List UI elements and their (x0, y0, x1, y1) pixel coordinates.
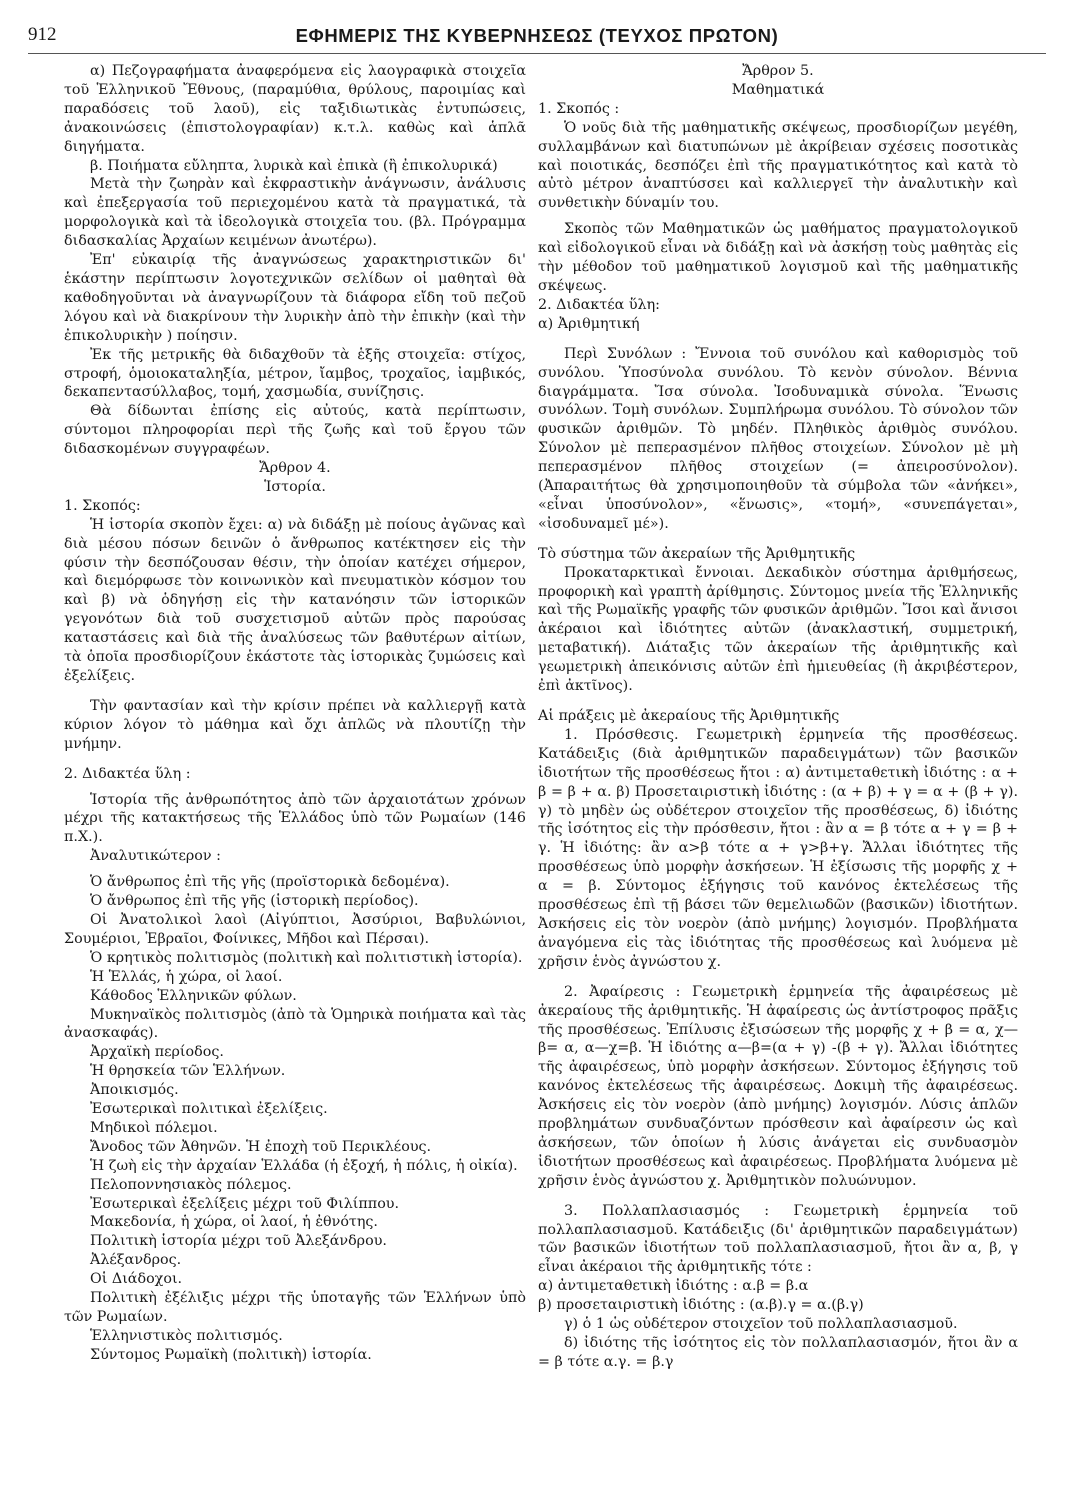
header-rule (28, 53, 1046, 54)
paragraph: 2. Ἀφαίρεσις : Γεωμετρικὴ ἑρμηνεία τῆς ἀφαιρέσεως μὲ ἀκεραίους τῆς ἀριθμητικῆς. Ἡ ἀφαίρεσις ὡς ἀντίστροφος πρᾶξις τῆς προσθέσεως. Ἐπίλυσις ἐξισώσεων τῆς μορφῆς χ + β = α, χ—β= α, α—χ=β. Ἡ ἰδιότης α—β=(α + γ) -(β + γ). Ἄλλαι ἰδιότητες τῆς ἀφαιρέσεως, ὑπὸ μορφὴν ἀσκήσεων. Σύντομος ἐξήγησις τοῦ κανόνος ἐκτελέσεως τῆς ἀφαιρέσεως. Δοκιμὴ τῆς ἀφαιρέσεως. Ἀσκήσεις εἰς τὸν νοερὸν (ἀπὸ μνήμης) λογισμόν. Λύσις ἁπλῶν προβλημάτων συνδυαζόντων πρόσθεσιν καὶ ἀφαίρεσιν ὡς καὶ ἀσκήσεων, τῶν ὁποίων ἡ λύσις ἀνάγεται εἰς συνδυασμὸν ἰδιοτήτων προσθέσεως καὶ ἀφαιρέσεως. Προβλήματα λυόμενα μὲ χρῆσιν ἑνὸς ἀγνώστου χ. Ἀριθμητικὸν πολυώνυμον. (538, 983, 1018, 1189)
section-heading: 1. Σκοπός: (64, 497, 141, 514)
list-heading: Ἀναλυτικώτερον : (90, 848, 221, 865)
list-item: Μυκηναϊκὸς πολιτισμὸς (ἀπὸ τὰ Ὁμηρικὰ ποιήματα καὶ τὰς ἀνασκαφάς). (64, 1006, 526, 1042)
article-heading: Ἄρθρον 4. (259, 460, 331, 477)
list-item: Ἐσωτερικαὶ πολιτικαὶ ἐξελίξεις. (90, 1101, 328, 1118)
section-heading: 1. Σκοπός : (538, 100, 620, 117)
list-item: α) ἀντιμεταθετικὴ ἰδιότης : α.β = β.α (538, 1278, 809, 1295)
subsection-heading: α) Ἀριθμητική (538, 315, 640, 332)
paragraph: Μετὰ τὴν ζωηρὰν καὶ ἐκφραστικὴν ἀνάγνωσιν, ἀνάλυσις καὶ ἐπεξεργασία τοῦ περιεχομένου κατὰ τὰ πραγματικά, τὰ μορφολογικὰ καὶ τὰ ἰδεολογικὰ στοιχεῖα του. (βλ. Πρόγραμμα διδασκαλίας Ἀρχαίων κειμένων ἀνωτέρω). (64, 176, 526, 250)
list-item: Ὁ ἄνθρωπος ἐπὶ τῆς γῆς (ἱστορικὴ περίοδος). (90, 893, 419, 910)
list-item: Μηδικοὶ πόλεμοι. (90, 1119, 218, 1136)
paragraph: Τὴν φαντασίαν καὶ τὴν κρίσιν πρέπει νὰ καλλιεργῇ κατὰ κύριον λόγον τὸ μάθημα καὶ ὄχι ἁπλῶς νὰ πλουτίζῃ τὴν μνήμην. (64, 697, 526, 752)
paragraph: Σκοπὸς τῶν Μαθηματικῶν ὡς μαθήματος πραγματολογικοῦ καὶ εἰδολογικοῦ εἶναι νὰ διδάξῃ καὶ νὰ ἀσκήσῃ τοὺς μαθητὰς εἰς τὴν μέθοδον τοῦ μαθηματικοῦ λογισμοῦ καὶ τῆς μαθηματικῆς σκέψεως. (538, 221, 1018, 294)
list-item: Οἱ Διάδοχοι. (90, 1271, 183, 1288)
page-header (28, 22, 1046, 52)
paragraph: Ἡ ἱστορία σκοπὸν ἔχει: α) νὰ διδάξῃ μὲ ποίους ἀγῶνας καὶ διὰ μέσου πόσων δεινῶν ὁ ἄνθρωπος κατέκτησεν εἰς τὴν φύσιν τὴν δεσπόζουσαν θέσιν, τὴν ὁποίαν κατέχει σήμερον, καὶ διεμόρφωσε τὸν κοινωνικὸν καὶ πνευματικὸν κόσμον του καὶ β) νὰ ὁδηγήσῃ εἰς τὴν κατανόησιν τῶν ἱστορικῶν γεγονότων διὰ τοῦ συσχετισμοῦ αὐτῶν πρὸς παρούσας καταστάσεις καὶ διὰ τῆς ἀναλύσεως τῶν βαθυτέρων αἰτίων, τὰ ὁποῖα προσδιορίζουν ἑκάστοτε τὰς ἱστορικὰς ζυμώσεις καὶ ἐξελίξεις. (64, 516, 526, 684)
list-item: Πολιτικὴ ἱστορία μέχρι τοῦ Ἀλεξάνδρου. (90, 1233, 387, 1250)
list-item: Ἐσωτερικαὶ ἐξελίξεις μέχρι τοῦ Φιλίππου. (90, 1195, 400, 1212)
list-item: Κάθοδος Ἑλληνικῶν φύλων. (90, 987, 297, 1004)
list-item: Ἄνοδος τῶν Ἀθηνῶν. Ἡ ἐποχὴ τοῦ Περικλέους. (90, 1138, 432, 1155)
list-item: γ) ὁ 1 ὡς οὐδέτερον στοιχεῖον τοῦ πολλαπλασιασμοῦ. (564, 1316, 958, 1333)
list-item: δ) ἰδιότης τῆς ἰσότητος εἰς τὸν πολλαπλασιασμόν, ἤτοι ἂν α = β τότε α.γ. = β.γ (538, 1335, 1018, 1370)
list-item: Πελοποννησιακὸς πόλεμος. (90, 1176, 292, 1193)
paragraph: Προκαταρκτικαὶ ἔννοιαι. Δεκαδικὸν σύστημα ἀριθμήσεως, προφορικὴ καὶ γραπτὴ ἀρίθμησις. Σύντομος μνεία τῆς Ἑλληνικῆς καὶ τῆς Ρωμαϊκῆς γραφῆς τῶν φυσικῶν ἀριθμῶν. Ἴσοι καὶ ἄνισοι ἀκέραιοι καὶ ἰδιότητες αὐτῶν (ἀνακλαστική, συμμετρική, μεταβατική). Διάταξις τῶν ἀκεραίων τῆς ἀριθμητικῆς καὶ γεωμετρικὴ ἀπεικόνισις αὐτῶν ἐπὶ ἡμιευθείας (ἢ ἀκριβέστερον, ἐπὶ ἀκτῖνος). (538, 564, 1018, 695)
list-item: Ὁ ἄνθρωπος ἐπὶ τῆς γῆς (προϊστορικὰ δεδομένα). (90, 874, 450, 891)
list-item: Ἡ Ἑλλάς, ἡ χώρα, οἱ λαοί. (90, 968, 283, 985)
right-column (538, 62, 1018, 1372)
paragraph: Ὁ νοῦς διὰ τῆς μαθηματικῆς σκέψεως, προσδιορίζων μεγέθη, συλλαμβάνων καὶ διατυπώνων μὲ ἀκρίβειαν σχέσεις ποσοτικὰς καὶ ποιοτικάς, δεσπόζει ἐπὶ τῆς πραγματικότητος καὶ κατὰ τὸ αὐτὸ μέτρον ἀναπτύσσει καὶ καλλιεργεῖ τὴν ἀναλυτικὴν καὶ συνθετικὴν δύναμίν του. (538, 119, 1018, 212)
article-title: Μαθηματικά (731, 81, 825, 98)
list-item: Ἀλέξανδρος. (90, 1252, 182, 1269)
list-item: Ὁ κρητικὸς πολιτισμὸς (πολιτικὴ καὶ πολιτιστικὴ ἱστορία). (90, 949, 523, 966)
gazette-title: ΕΦΗΜΕΡΙΣ ΤΗΣ ΚΥΒΕΡΝΗΣΕΩΣ (ΤΕΥΧΟΣ ΠΡΩΤΟΝ) (295, 25, 779, 46)
article-title: Ἱστορία. (264, 478, 326, 495)
page-number: 912 (28, 24, 57, 45)
list-item: Ἀρχαϊκὴ περίοδος. (90, 1044, 224, 1061)
paragraph: Ἐκ τῆς μετρικῆς θὰ διδαχθοῦν τὰ ἑξῆς στοιχεῖα: στίχος, στροφή, ὁμοιοκαταληξία, μέτρον, ἴαμβος, τροχαῖος, ἰαμβικός, δεκαπεντασύλλαβος, τομή, χασμωδία, συνίζησις. (64, 346, 526, 401)
topic-heading: Αἱ πράξεις μὲ ἀκεραίους τῆς Ἀριθμητικῆς (538, 708, 840, 724)
list-item: Ἡ ζωὴ εἰς τὴν ἀρχαίαν Ἑλλάδα (ἡ ἐξοχή, ἡ πόλις, ἡ οἰκία). (90, 1157, 518, 1174)
paragraph: 1. Πρόσθεσις. Γεωμετρικὴ ἑρμηνεία τῆς προσθέσεως. Κατάδειξις (διὰ ἀριθμητικῶν παραδειγμάτων) τῶν βασικῶν ἰδιοτήτων τῆς προσθέσεως ἤτοι : α) ἀντιμεταθετικὴ ἰδιότης : α + β = β + α. β) Προσεταιριστικὴ ἰδιότης : (α + β) + γ = α + (β + γ). γ) τὸ μηδὲν ὡς οὐδέτερον στοιχεῖον τῆς προσθέσεως, δ) ἰδιότης τῆς ἰσότητος εἰς τὴν πρόσθεσιν, ἤτοι : ἂν α = β τότε α + γ = β + γ. Ἡ ἰδιότης: ἂν α>β τότε α + γ>β+γ. Ἄλλαι ἰδιότητες τῆς προσθέσεως ὑπὸ μορφὴν ἀσκήσεων. Ἡ ἐξίσωσις τῆς μορφῆς χ + α = β. Σύντομος ἐξήγησις τοῦ κανόνος ἐκτελέσεως τῆς προσθέσεως ἐπὶ τῇ βάσει τῶν θεμελιωδῶν (βασικῶν) ἰδιοτήτων. Ἀσκήσεις εἰς τὸν νοερὸν (ἀπὸ μνήμης) λογισμόν. Προβλήματα ἀναγόμενα εἰς τὰς ἰδιότητας τῆς προσθέσεως καὶ λυόμενα μὲ χρῆσιν ἑνὸς ἀγνώστου χ. (538, 726, 1018, 970)
list-item: β) προσεταιριστικὴ ἰδιότης : (α.β).γ = α.(β.γ) (538, 1297, 864, 1314)
paragraph: α) Πεζογραφήματα ἀναφερόμενα εἰς λαογραφικὰ στοιχεῖα τοῦ Ἑλληνικοῦ Ἔθνους, (παραμύθια, θρύλους, παροιμίας καὶ παραδόσεις τοῦ λαοῦ), εἰς ταξιδιωτικὰς ἐντυπώσεις, ἀνακοινώσεις (ἐπιστολογραφίαν) κ.τ.λ. καθὼς καὶ ἁπλᾶ διηγήματα. (64, 63, 526, 155)
paragraph: β. Ποιήματα εὔληπτα, λυρικὰ καὶ ἐπικὰ (ἢ ἐπικολυρικά) (90, 157, 498, 174)
topic-heading: Τὸ σύστημα τῶν ἀκεραίων τῆς Ἀριθμητικῆς (538, 545, 856, 562)
paragraph: Ἐπ' εὐκαιρίᾳ τῆς ἀναγνώσεως χαρακτηριστικῶν δι' ἑκάστην περίπτωσιν λογοτεχνικῶν σελίδων οἱ μαθηταὶ θὰ καθοδηγοῦνται νὰ ἀναγνωρίζουν τὰ διάφορα εἴδη τοῦ πεζοῦ λόγου καὶ νὰ διακρίνουν τὴν λυρικὴν ἀπὸ τὴν ἐπικὴν (καὶ τὴν ἐπικολυρικὴν ) ποίησιν. (64, 252, 526, 344)
list-item: Ἑλληνιστικὸς πολιτισμός. (90, 1327, 283, 1344)
list-item: Σύντομος Ρωμαϊκὴ (πολιτικὴ) ἱστορία. (90, 1346, 372, 1363)
article-heading: Ἄρθρον 5. (742, 63, 814, 79)
list-item: Πολιτικὴ ἐξέλιξις μέχρι τῆς ὑποταγῆς τῶν Ἑλλήνων ὑπὸ τῶν Ρωμαίων. (64, 1290, 526, 1325)
list-item: Ἡ θρησκεία τῶν Ἑλλήνων. (90, 1063, 286, 1080)
list-item: Οἱ Ἀνατολικοὶ λαοὶ (Αἰγύπτιοι, Ἀσσύριοι, Βαβυλώνιοι, Σουμέριοι, Ἑβραῖοι, Φοίνικες, Μῆδοι καὶ Πέρσαι). (64, 911, 526, 947)
section-heading: 2. Διδακτέα ὕλη: (538, 296, 660, 313)
paragraph: 3. Πολλαπλασιασμός : Γεωμετρικὴ ἑρμηνεία τοῦ πολλαπλασιασμοῦ. Κατάδειξις (δι' ἀριθμητικῶν παραδειγμάτων) τῶν βασικῶν ἰδιοτήτων τοῦ πολλαπλασιασμοῦ, ἤτοι ἂν α, β, γ εἶναι ἀκέραιοι τῆς ἀριθμητικῆς τότε : (538, 1202, 1018, 1276)
paragraph: Ἱστορία τῆς ἀνθρωπότητος ἀπὸ τῶν ἀρχαιοτάτων χρόνων μέχρι τῆς κατακτήσεως τῆς Ἑλλάδος ὑπὸ τῶν Ρωμαίων (146 π.Χ.). (64, 791, 526, 846)
left-column (64, 62, 526, 1365)
section-heading: 2. Διδακτέα ὕλη : (64, 765, 191, 782)
paragraph: Περὶ Συνόλων : Ἔννοια τοῦ συνόλου καὶ καθορισμὸς τοῦ συνόλου. Ὑποσύνολα συνόλου. Τὸ κενὸν σύνολον. Βέννια διαγράμματα. Ἴσα σύνολα. Ἰσοδυναμικὰ σύνολα. Ἕνωσις συνόλων. Τομὴ συνόλων. Συμπλήρωμα συνόλου. Τὸ σύνολον τῶν φυσικῶν ἀριθμῶν. Τὸ μηδέν. Πληθικὸς ἀριθμὸς συνόλου. Σύνολον μὲ πεπερασμένον πλῆθος στοιχείων. Σύνολον μὲ μὴ πεπερασμένον πλῆθος στοιχείων (= ἀπειροσύνολον). (Ἀπαραιτήτως θὰ χρησιμοποιηθοῦν τὰ σύμβολα τῶν «ἀνήκει», «εἶναι ὑποσύνολον», «ἕνωσις», «τομή», «συνεπάγεται», «ἰσοδυναμεῖ μέ»). (538, 345, 1018, 532)
paragraph: Θὰ δίδωνται ἐπίσης εἰς αὐτούς, κατὰ περίπτωσιν, σύντομοι πληροφορίαι περὶ τῆς ζωῆς καὶ τοῦ ἔργου τῶν διδασκομένων συγγραφέων. (64, 403, 526, 458)
list-item: Μακεδονία, ἡ χώρα, οἱ λαοί, ἡ ἐθνότης. (90, 1214, 378, 1231)
list-item: Ἀποικισμός. (90, 1082, 179, 1099)
